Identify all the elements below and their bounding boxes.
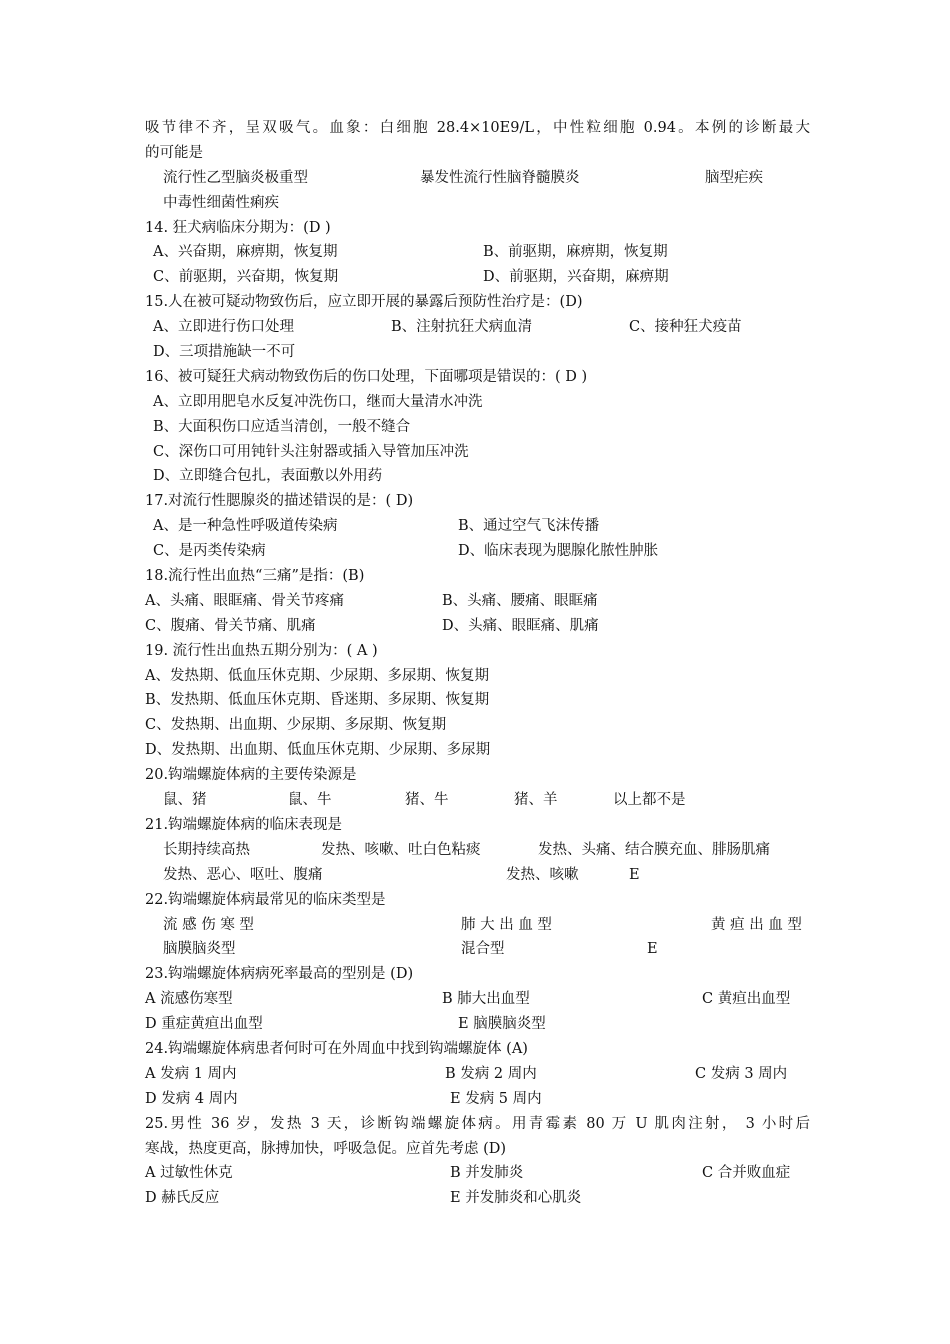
text-segment: D、立即缝合包扎，表面敷以外用药	[153, 468, 383, 485]
text-line	[145, 1137, 810, 1162]
text-segment: 20.钩端螺旋体病的主要传染源是	[145, 767, 357, 784]
text-line	[145, 166, 810, 191]
text-line	[145, 315, 810, 340]
text-line	[145, 290, 810, 315]
text-segment: 19. 流行性出血热五期分别为：( A )	[145, 642, 378, 659]
text-line	[145, 688, 810, 713]
text-line	[145, 738, 810, 763]
text-segment: 脑膜脑炎型	[163, 941, 236, 958]
text-segment: 22.钩端螺旋体病最常见的临床类型是	[145, 891, 386, 908]
text-line	[145, 365, 810, 390]
text-line	[145, 1037, 810, 1062]
text-segment: D 赫氏反应	[145, 1190, 220, 1207]
text-segment: B、发热期、低血压休克期、昏迷期、多尿期、恢复期	[145, 692, 490, 709]
text-line	[145, 788, 810, 813]
text-segment: 猪、牛	[405, 792, 449, 809]
text-line	[145, 141, 810, 166]
text-line	[145, 987, 810, 1012]
text-segment: 15.人在被可疑动物致伤后，应立即开展的暴露后预防性治疗是：(D)	[145, 294, 583, 311]
text-segment: 混合型	[461, 941, 505, 958]
text-segment: 流 感 伤 寒 型	[163, 916, 254, 933]
text-line	[145, 664, 810, 689]
text-line	[145, 888, 810, 913]
text-line	[145, 116, 810, 141]
text-segment: C、深伤口可用钝针头注射器或插入导管加压冲洗	[153, 443, 469, 460]
text-line	[145, 1087, 810, 1112]
text-segment: 长期持续高热	[163, 841, 250, 858]
text-segment: D 发病 4 周内	[145, 1090, 238, 1107]
text-segment: 黄 疸 出 血 型	[711, 916, 802, 933]
text-segment: E 脑膜脑炎型	[458, 1016, 546, 1033]
text-line	[145, 763, 810, 788]
text-segment: D、头痛、眼眶痛、肌痛	[442, 617, 599, 634]
text-segment: A 过敏性休克	[145, 1165, 233, 1182]
text-segment: B、大面积伤口应适当清创，一般不缝合	[153, 418, 411, 435]
text-line	[145, 340, 810, 365]
text-segment: 发热、头痛、结合膜充血、腓肠肌痛	[538, 841, 770, 858]
text-segment: A、立即用肥皂水反复冲洗伤口，继而大量清水冲洗	[153, 393, 483, 410]
text-segment: E	[629, 866, 640, 883]
text-line	[145, 937, 810, 962]
text-segment: C、是丙类传染病	[153, 543, 266, 560]
text-segment: B、通过空气飞沫传播	[458, 518, 600, 535]
text-segment: B 并发肺炎	[450, 1165, 524, 1182]
text-segment: 鼠、牛	[288, 792, 332, 809]
text-segment: D、前驱期，兴奋期，麻痹期	[483, 269, 669, 286]
text-line	[145, 639, 810, 664]
text-line	[145, 863, 810, 888]
text-segment: A、头痛、眼眶痛、骨关节疼痛	[145, 592, 344, 609]
text-line	[145, 614, 810, 639]
text-segment: 吸节律不齐，呈双吸气。血象：白细胞 28.4×10E9/L，中性粒细胞 0.94。本例的诊断最大	[145, 120, 810, 136]
text-segment: 流行性乙型脑炎极重型	[163, 169, 308, 186]
text-line	[145, 564, 810, 589]
text-segment: B、头痛、腰痛、眼眶痛	[442, 592, 598, 609]
text-segment: A 流感伤寒型	[145, 991, 233, 1008]
text-segment: D 重症黄疸出血型	[145, 1016, 263, 1033]
text-segment: 中毒性细菌性痢疾	[163, 194, 279, 211]
text-line	[145, 191, 810, 216]
text-segment: E 发病 5 周内	[450, 1090, 542, 1107]
text-segment: 23.钩端螺旋体病病死率最高的型别是 (D)	[145, 966, 414, 983]
text-segment: B、注射抗狂犬病血清	[391, 319, 533, 336]
text-line	[145, 1012, 810, 1037]
text-segment: 21.钩端螺旋体病的临床表现是	[145, 816, 343, 833]
text-segment: C、发热期、出血期、少尿期、多尿期、恢复期	[145, 717, 447, 734]
text-segment: 的可能是	[145, 144, 203, 161]
text-line	[145, 440, 810, 465]
text-segment: A、发热期、低血压休克期、少尿期、多尿期、恢复期	[145, 667, 489, 684]
text-line	[145, 1186, 810, 1211]
text-line	[145, 1112, 810, 1137]
text-segment: C 黄疸出血型	[702, 991, 791, 1008]
text-segment: 暴发性流行性脑脊髓膜炎	[420, 169, 580, 186]
text-line	[145, 539, 810, 564]
text-segment: C 发病 3 周内	[695, 1065, 788, 1082]
text-segment: 25.男性 36 岁，发热 3 天，诊断钩端螺旋体病。用青霉素 80 万 U 肌肉注射， 3 小时后	[145, 1115, 810, 1132]
text-segment: D、发热期、出血期、低血压休克期、少尿期、多尿期	[145, 742, 491, 759]
text-segment: 24.钩端螺旋体病患者何时可在外周血中找到钩端螺旋体 (A)	[145, 1040, 528, 1057]
text-segment: 17.对流行性腮腺炎的描述错误的是：( D)	[145, 493, 414, 510]
text-line	[145, 589, 810, 614]
text-segment: A、立即进行伤口处理	[153, 319, 294, 336]
text-segment: B 肺大出血型	[442, 991, 530, 1008]
document-page	[145, 116, 810, 1211]
text-line	[145, 713, 810, 738]
text-segment: 脑型疟疾	[705, 169, 763, 186]
text-segment: 猪、羊	[514, 792, 558, 809]
text-segment: 肺 大 出 血 型	[461, 916, 552, 933]
text-segment: 寒战，热度更高，脉搏加快，呼吸急促。应首先考虑 (D)	[145, 1140, 507, 1157]
text-line	[145, 489, 810, 514]
text-segment: D、临床表现为腮腺化脓性肿胀	[458, 543, 659, 560]
text-segment: 发热、咳嗽	[506, 866, 579, 883]
text-segment: 14. 狂犬病临床分期为：(D )	[145, 219, 331, 236]
text-segment: E 并发肺炎和心肌炎	[450, 1190, 582, 1207]
text-line	[145, 838, 810, 863]
text-segment: A 发病 1 周内	[145, 1065, 237, 1082]
text-line	[145, 913, 810, 938]
text-segment: E	[647, 941, 658, 958]
text-line	[145, 216, 810, 241]
text-segment: B、前驱期，麻痹期，恢复期	[483, 244, 668, 261]
text-line	[145, 1161, 810, 1186]
text-segment: A、是一种急性呼吸道传染病	[153, 518, 338, 535]
text-line	[145, 390, 810, 415]
text-line	[145, 813, 810, 838]
text-segment: C、腹痛、骨关节痛、肌痛	[145, 617, 316, 634]
text-segment: D、三项措施缺一不可	[153, 344, 296, 361]
text-segment: 发热、恶心、呕吐、腹痛	[163, 866, 323, 883]
text-segment: C、接种狂犬疫苗	[629, 319, 742, 336]
text-segment: 16、被可疑狂犬病动物致伤后的伤口处理，下面哪项是错误的：( D )	[145, 368, 588, 385]
text-segment: B 发病 2 周内	[445, 1065, 537, 1082]
text-line	[145, 265, 810, 290]
text-line	[145, 1062, 810, 1087]
text-line	[145, 240, 810, 265]
text-segment: 以上都不是	[613, 792, 686, 809]
text-segment: 18.流行性出血热“三痛”是指：(B)	[145, 568, 365, 585]
text-segment: A、兴奋期，麻痹期，恢复期	[153, 244, 338, 261]
text-line	[145, 514, 810, 539]
text-segment: 发热、咳嗽、吐白色粘痰	[321, 841, 481, 858]
text-segment: C 合并败血症	[702, 1165, 791, 1182]
text-segment: 鼠、猪	[163, 792, 207, 809]
text-line	[145, 464, 810, 489]
text-segment: C、前驱期，兴奋期，恢复期	[153, 269, 339, 286]
text-line	[145, 415, 810, 440]
text-line	[145, 962, 810, 987]
